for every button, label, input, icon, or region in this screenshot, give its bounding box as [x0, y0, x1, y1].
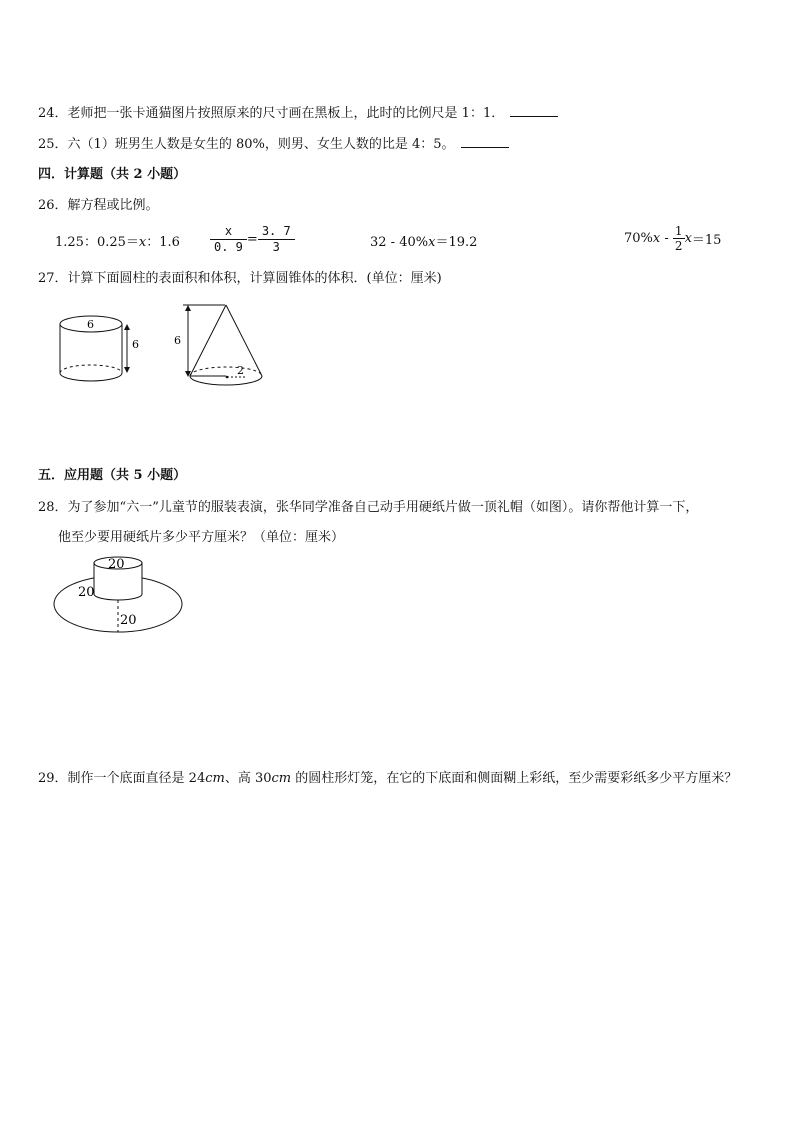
- hat-side-label: 20: [78, 585, 95, 600]
- hat-brim-label: 20: [120, 613, 137, 628]
- top-hat-figure: [52, 552, 192, 637]
- fraction: $\frac{3. 7}{3}$: [258, 224, 295, 255]
- question-24: [38, 104, 558, 122]
- cone-height-label: 6: [174, 334, 181, 347]
- question-28-text-continued: 他至少要用硬纸片多少平方厘米？（单位：厘米）: [58, 530, 345, 545]
- cylinder-height-label: 6: [132, 338, 139, 351]
- equation-2: $\frac{x}{0. 9}$ = $\frac{3. 7}{3}$: [210, 224, 295, 255]
- cylinder-cone-figure: [50, 300, 280, 395]
- fraction: $\frac{1}{2}$: [674, 224, 683, 253]
- question-29: 29．制作一个底面直径是 24cm、高 30cm 的圆柱形灯笼，在它的下底面和侧面糊上彩纸，至少需要彩纸多少平方厘米？: [38, 771, 738, 786]
- equation-3: 32 - 40%x＝19.2: [370, 235, 478, 250]
- question-25: [38, 135, 509, 153]
- question-26-text: 26．解方程或比例。: [38, 198, 159, 213]
- answer-blank: [510, 104, 558, 117]
- cone-radius-label: 2: [237, 364, 244, 377]
- fraction: $\frac{x}{0. 9}$: [210, 224, 247, 255]
- cylinder-diagram: [60, 316, 139, 381]
- question-28-text: 28．为了参加“六一”儿童节的服装表演，张华同学准备自己动手用硬纸片做一顶礼帽（如图）。请你帮他计算一下，: [38, 500, 699, 515]
- question-24-text: 24．老师把一张卡通猫图片按照原来的尺寸画在黑板上，此时的比例尺是 1：1．: [38, 106, 505, 121]
- equation-4: 70%x - $\frac{1}{2}$ x＝15: [624, 224, 722, 253]
- section-title: 五．应用题（共 5 小题）: [38, 468, 187, 483]
- section-title: 四．计算题（共 2 小题）: [38, 167, 187, 182]
- equation-1: 1.25：0.25＝x：1.6: [55, 235, 180, 250]
- cone-diagram: [174, 305, 262, 385]
- question-27-text: 27．计算下面圆柱的表面积和体积，计算圆锥体的体积．(单位：厘米): [38, 271, 442, 286]
- answer-blank: [461, 135, 509, 148]
- cylinder-diameter-label: 6: [87, 318, 94, 331]
- hat-top-label: 20: [108, 557, 125, 572]
- question-25-text: 25．六（1）班男生人数是女生的 80%，则男、女生人数的比是 4：5。: [38, 137, 455, 152]
